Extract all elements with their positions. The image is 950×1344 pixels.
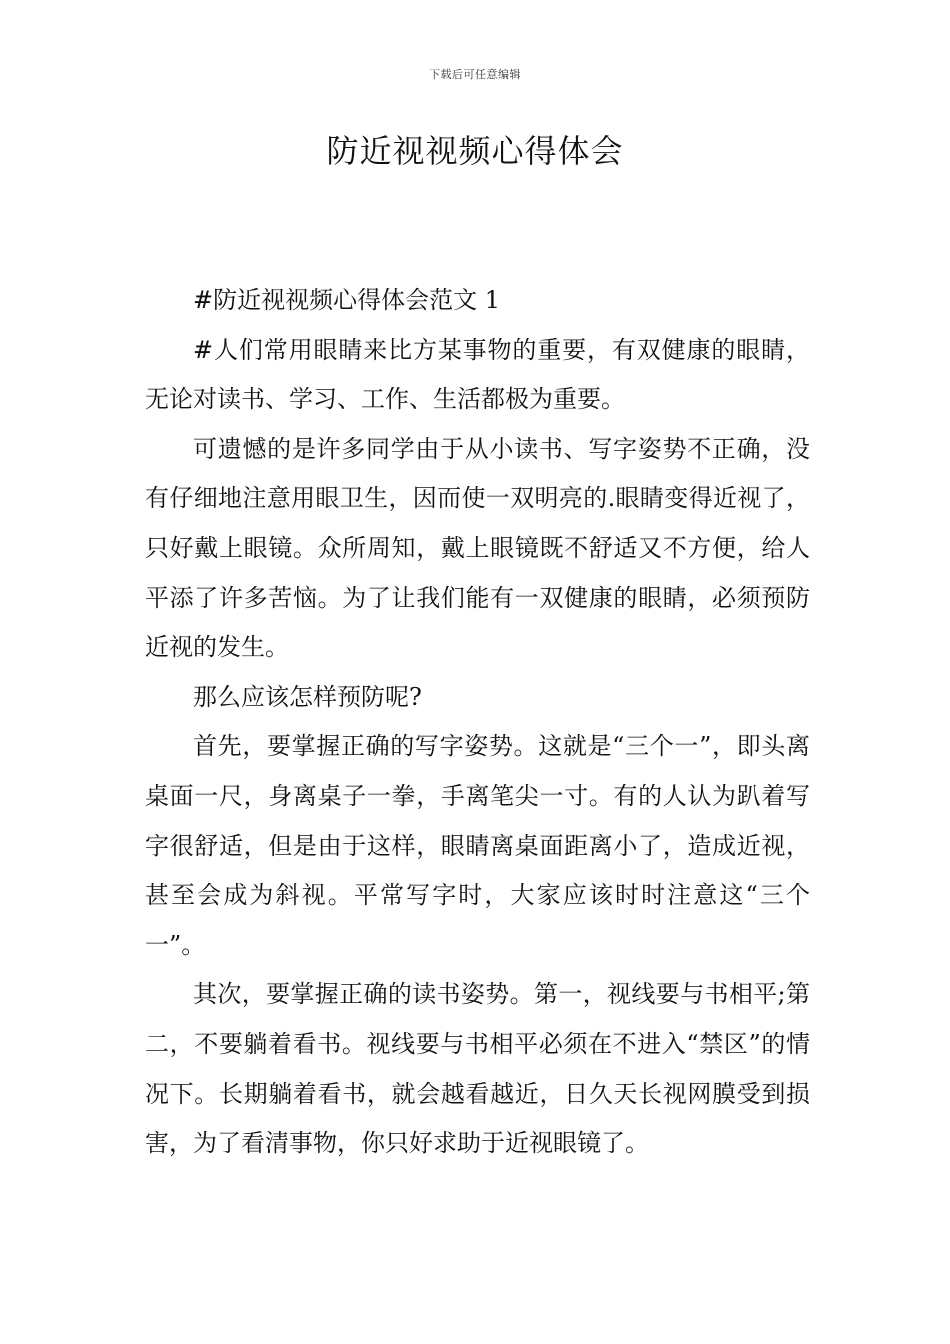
document-title: 防近视视频心得体会 (326, 132, 624, 170)
document-body (145, 276, 810, 1169)
header-note: 下载后可任意编辑 (429, 68, 521, 81)
paragraph: 首先，要掌握正确的写字姿势。这就是“三个一”，即头离桌面一尺，身离桌子一拳，手离笔尖一寸。有的人认为趴着写字很舒适，但是由于这样，眼睛离桌面距离小了，造成近视，甚至会成为斜视。平常写字时，大家应该时时注意这“三个一”。 (145, 732, 810, 959)
paragraph: 其次，要掌握正确的读书姿势。第一，视线要与书相平;第二，不要躺着看书。视线要与书相平必须在不进入“禁区”的情况下。长期躺着看书，就会越看越近，日久天长视网膜受到损害，为了看清事物，你只好求助于近视眼镜了。 (145, 980, 810, 1158)
paragraph: #防近视视频心得体会范文 1 (193, 286, 501, 314)
paragraph: 可遗憾的是许多同学由于从小读书、写字姿势不正确，没有仔细地注意用眼卫生，因而使一双明亮的.眼睛变得近视了，只好戴上眼镜。众所周知，戴上眼镜既不舒适又不方便，给人平添了许多苦恼。为了让我们能有一双健康的眼睛，必须预防近视的发生。 (145, 434, 810, 662)
paragraph: #人们常用眼睛来比方某事物的重要，有双健康的眼睛，无论对读书、学习、工作、生活都极为重要。 (145, 335, 810, 414)
paragraph: 那么应该怎样预防呢? (193, 682, 422, 711)
